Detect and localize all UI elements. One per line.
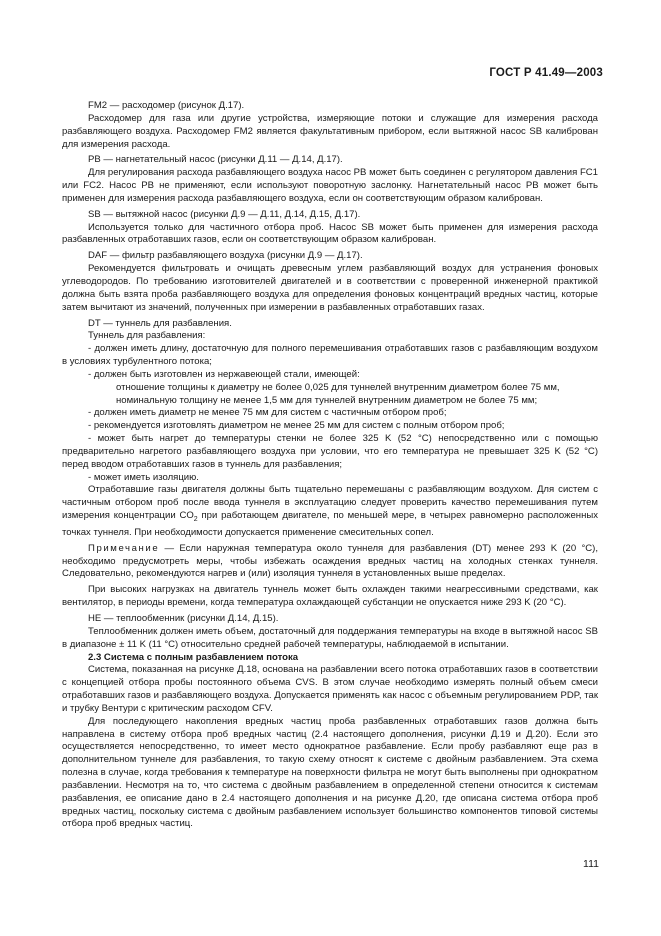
list-item-heating: - может быть нагрет до температуры стенки не более 325 K (52 °C) непосредственно или с помощью предварительно нагретого разбавляющего воздуха при условии, что его температура не превышает 325 K (52 °C) перед вводом отработавших газов в туннель для разбавления; xyxy=(62,433,598,470)
paragraph-fm2-desc: Расходомер для газа или другие устройства, измеряющие потоки и служащие для измерения расхода разбавляющего воздуха. Расходомер FM2 является факультативным прибором, если вытяжной насос SB калиброван для измерения расхода. xyxy=(62,112,598,150)
page-number: 111 xyxy=(583,858,599,870)
list-subitem-thickness: номинальную толщину не менее 1,5 мм для туннелей внутренним диаметром не более 75 мм; xyxy=(116,394,538,406)
paragraph-sb-title: SB — вытяжной насос (рисунки Д.9 — Д.11, Д.14, Д.15, Д.17). xyxy=(88,208,361,220)
paragraph-double-dilution: Для последующего накопления вредных частиц проба разбавленных отработавших газов должна быть направлена в систему отбора проб вредных частиц (2.4 настоящего дополнения, рисунки Д.19 и Д.20). Если это осуществляется непосредственно, то имеет место однократное разбавление. Если пробу разбавляют еще раз в дополнительном туннеле для разбавления, то такую схему относят к системе с двойным разбавлением. Эта схема полезна в случае, когда требования к температуре на поверхности фильтра не могут быть выполнены при однократном разбавлении. Несмотря на то, что система с двойным разбавлением в определенной степени относится к системам разбавления, ее описание дано в 2.4 настоящего дополнения и на рисунке Д.20, где описана система отбора проб вредных частиц, поскольку система с двойным разбавлением использует большинство компонентов типовой системы отбора проб вредных частиц. xyxy=(62,715,598,830)
paragraph-dt-intro: Туннель для разбавления: xyxy=(88,330,206,342)
list-item-length: - должен иметь длину, достаточную для полного перемешивания отработавших газов с разбавляющим воздухом в условиях турбулентного потока; xyxy=(62,343,598,368)
paragraph-cooling: При высоких нагрузках на двигатель туннель может быть охлажден такими неагрессивными средствами, как вентилятор, в периоды времени, когда температура охлаждающей субстанции не опускается ниже 293 K (20 °C). xyxy=(62,584,598,609)
document-body xyxy=(62,100,598,831)
paragraph-pb-desc: Для регулирования расхода разбавляющего воздуха насос PB может быть соединен с регулятором давления FC1 или FC2. Насос PB не применяют, если используют поворотную заслонку. Нагнетательный насос PB может быть применен для измерения расхода разбавляющего воздуха, если он соответствующим образом калиброван. xyxy=(62,167,598,204)
paragraph-he-desc: Теплообменник должен иметь объем, достаточный для поддержания температуры на входе в вытяжной насос SB в диапазоне ± 11 K (11 °C) относительно средней рабочей температуры, наблюдаемой в испытании. xyxy=(62,625,598,650)
paragraph-cvs: Система, показанная на рисунке Д.18, основана на разбавлении всего потока отработавших газов в соответствии с концепцией отбора пробы постоянного объема CVS. В этом случае необходимо измерять полный объем смеси отработавших газов и разбавляющего воздуха. Допускается применять как насос с объемным регулированием PDP, так и трубку Вентури с критическим расходом CFV. xyxy=(62,664,598,714)
paragraph-he-title: HE — теплообменник (рисунки Д.14, Д.15). xyxy=(88,612,279,624)
paragraph-sb-desc: Используется только для частичного отбора проб. Насос SB может быть применен для измерения расхода разбавленных отработавших газов, если он соответствующим образом калиброван. xyxy=(62,221,598,246)
paragraph-daf-title: DAF — фильтр разбавляющего воздуха (рисунки Д.9 — Д.17). xyxy=(88,250,363,262)
document-id-header: ГОСТ Р 41.49—2003 xyxy=(489,67,603,79)
note-label: Примечание xyxy=(88,542,160,554)
paragraph-mixing: Отработавшие газы двигателя должны быть тщательно перемешаны с разбавляющим воздухом. Для систем с частичным отбором проб после ввода туннеля в эксплуатацию следует проверить качество перемешивания путем измерения концентрации $CO_2$ при работающем двигателе, по меньшей мере, в четырех равномерно расположенных точках туннеля. При необходимости допускается применение смесительных сопел. xyxy=(62,484,598,538)
list-subitem-ratio: отношение толщины к диаметру не более 0,025 для туннелей внутренним диаметром более 75 мм, xyxy=(116,381,560,393)
paragraph-daf-desc: Рекомендуется фильтровать и очищать древесным углем разбавляющий воздух для устранения фоновых углеводородов. По требованию изготовителей двигателей и в соответствии с проверенной инженерной практикой должна быть взята проба разбавляющего воздуха для определения фоновых концентраций вредных частиц, которые затем вычитают из значений, полученных при измерении в разбавленных отработавших газах. xyxy=(62,263,598,313)
paragraph-pb-title: PB — нагнетательный насос (рисунки Д.11 — Д.14, Д.17). xyxy=(88,154,343,166)
paragraph-dt-title: DT — туннель для разбавления. xyxy=(88,317,232,329)
list-item-diameter-full: - рекомендуется изготовлять диаметром не менее 25 мм для систем с полным отбором проб; xyxy=(88,420,505,432)
paragraph-fm2-title: FM2 — расходомер (рисунок Д.17). xyxy=(88,100,245,111)
list-item-diameter-partial: - должен иметь диаметр не менее 75 мм для систем с частичным отбором проб; xyxy=(88,407,447,419)
section-heading-2-3: 2.3 Система с полным разбавлением потока xyxy=(88,651,299,663)
list-item-steel: - должен быть изготовлен из нержавеющей стали, имеющей: xyxy=(88,368,360,380)
list-item-insulation: - может иметь изоляцию. xyxy=(88,471,199,483)
paragraph-note: Примечание — Если наружная температура около туннеля для разбавления (DT) менее 293 K (20 °C), необходимо предусмотреть меры, чтобы избежать осаждения вредных частиц на холодных стенках туннеля. Следовательно, рекомендуются нагрев и (или) изоляция туннеля в установленных выше пределах. xyxy=(62,542,598,580)
